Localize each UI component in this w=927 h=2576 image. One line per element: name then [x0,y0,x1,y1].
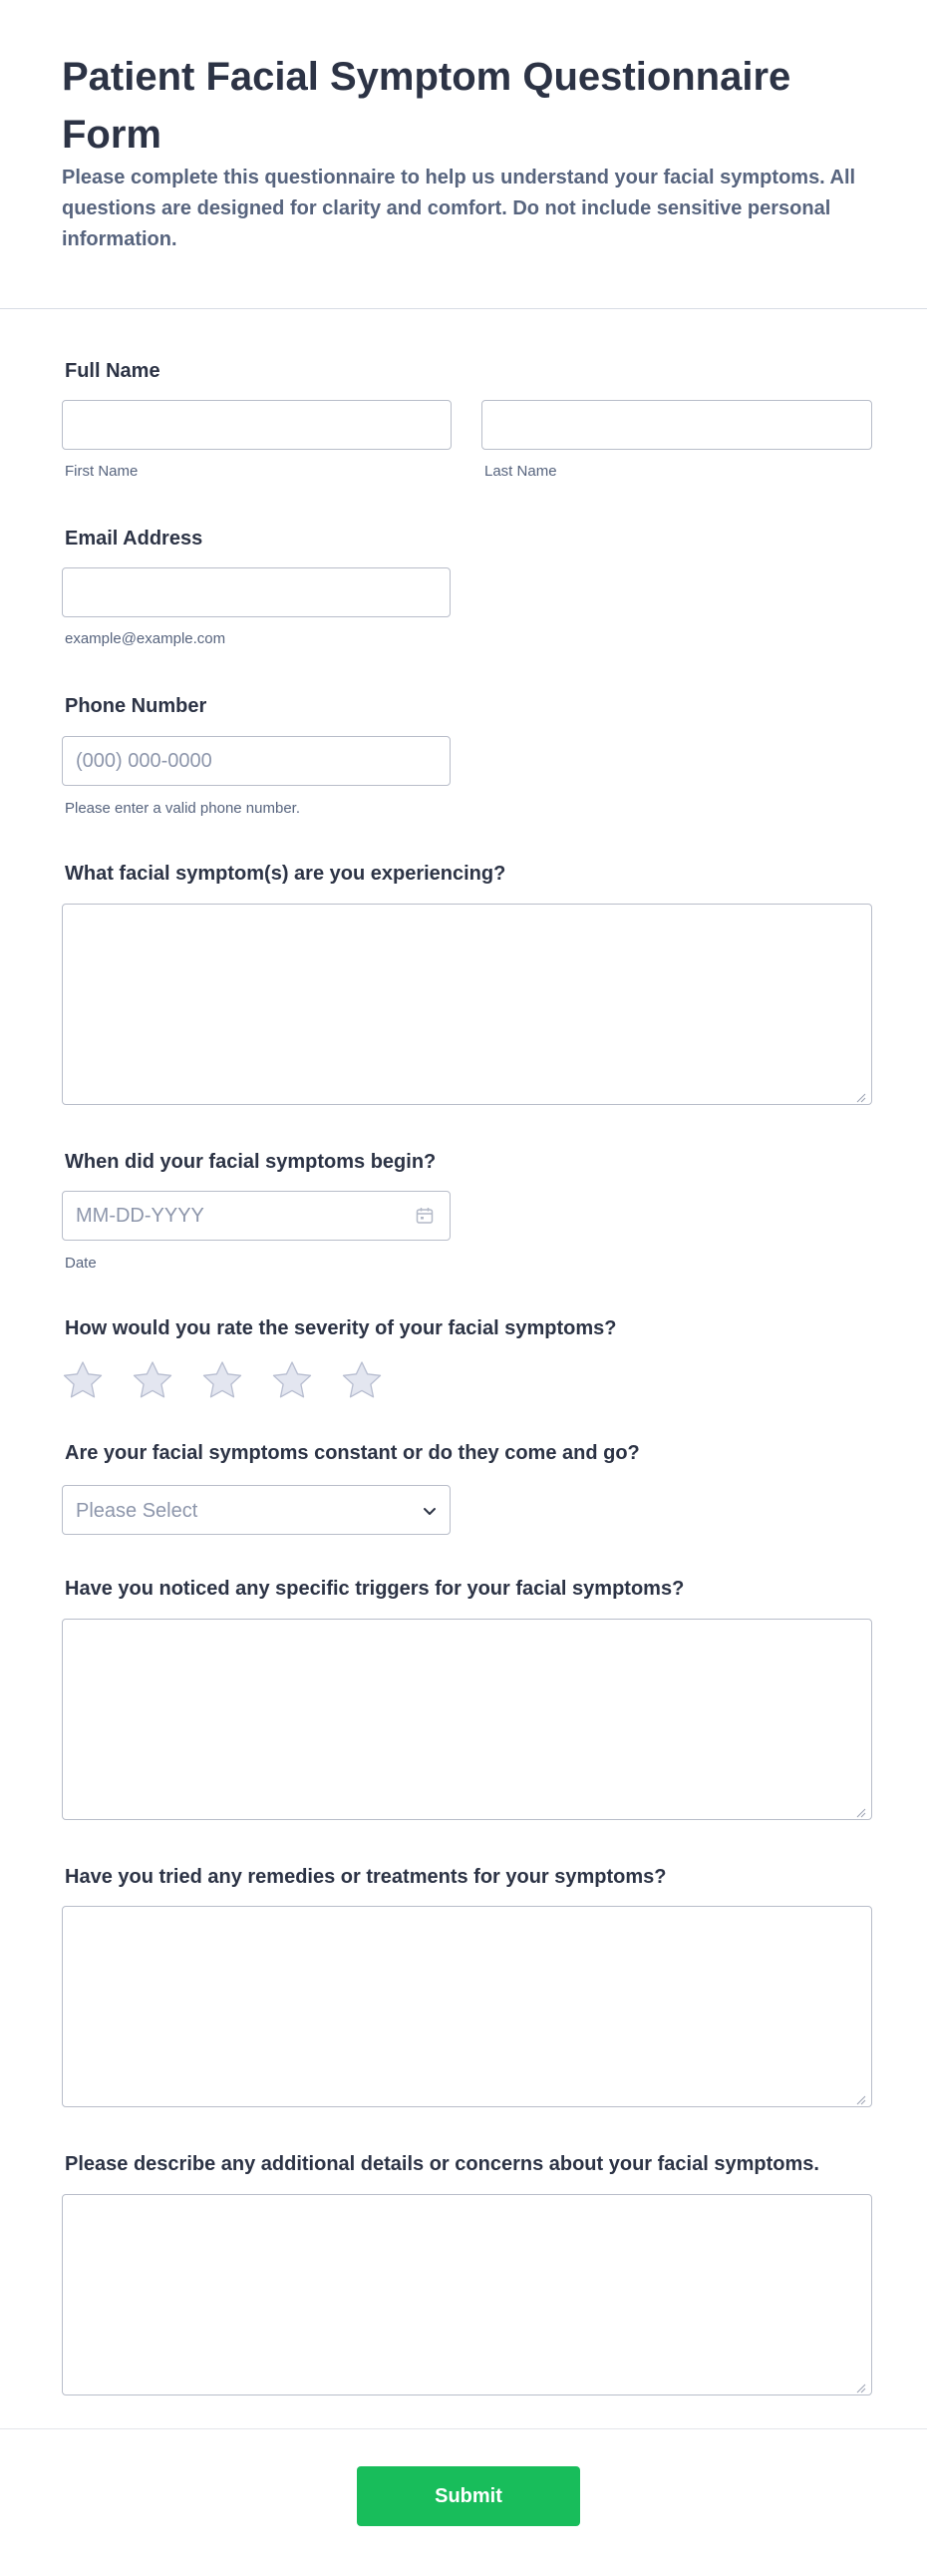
severity-star-rating[interactable] [62,1359,401,1401]
star-icon[interactable] [132,1359,173,1401]
email-label: Email Address [65,528,203,550]
details-textarea[interactable] [62,2194,872,2395]
details-label: Please describe any additional details or concerns about your facial symptoms. [65,2153,819,2175]
frequency-selected-value: Please Select [76,1500,198,1522]
star-icon[interactable] [201,1359,243,1401]
severity-label: How would you rate the severity of your facial symptoms? [65,1317,617,1339]
frequency-label: Are your facial symptoms constant or do they come and go? [65,1442,640,1464]
form-header [0,0,927,309]
page-title: Patient Facial Symptom Questionnaire Form [62,55,791,157]
start-date-input[interactable] [62,1191,451,1241]
symptoms-textarea[interactable] [62,904,872,1105]
phone-sublabel: Please enter a valid phone number. [65,800,300,817]
star-icon[interactable] [341,1359,383,1401]
phone-label: Phone Number [65,695,207,717]
frequency-select[interactable] [62,1485,451,1535]
triggers-textarea[interactable] [62,1619,872,1820]
first-name-sublabel: First Name [65,463,139,480]
email-sublabel: example@example.com [65,630,226,647]
chevron-down-icon [422,1503,438,1519]
star-icon[interactable] [62,1359,104,1401]
submit-button[interactable]: Submit [357,2466,580,2526]
first-name-input[interactable] [62,400,452,450]
email-field[interactable] [62,567,451,617]
full-name-label: Full Name [65,360,160,382]
triggers-label: Have you noticed any specific triggers for your facial symptoms? [65,1578,685,1600]
calendar-icon[interactable] [415,1206,435,1226]
phone-input[interactable] [62,736,451,786]
symptoms-label: What facial symptom(s) are you experiencing? [65,863,506,885]
start-date-label: When did your facial symptoms begin? [65,1151,437,1173]
remedies-textarea[interactable] [62,1906,872,2107]
remedies-label: Have you tried any remedies or treatments for your symptoms? [65,1866,667,1888]
start-date-sublabel: Date [65,1255,97,1272]
form-description: Please complete this questionnaire to help us understand your facial symptoms. All questions are designed for clarity and comfort. Do not include sensitive personal information. [62,167,856,250]
last-name-sublabel: Last Name [484,463,557,480]
last-name-input[interactable] [481,400,872,450]
star-icon[interactable] [271,1359,313,1401]
